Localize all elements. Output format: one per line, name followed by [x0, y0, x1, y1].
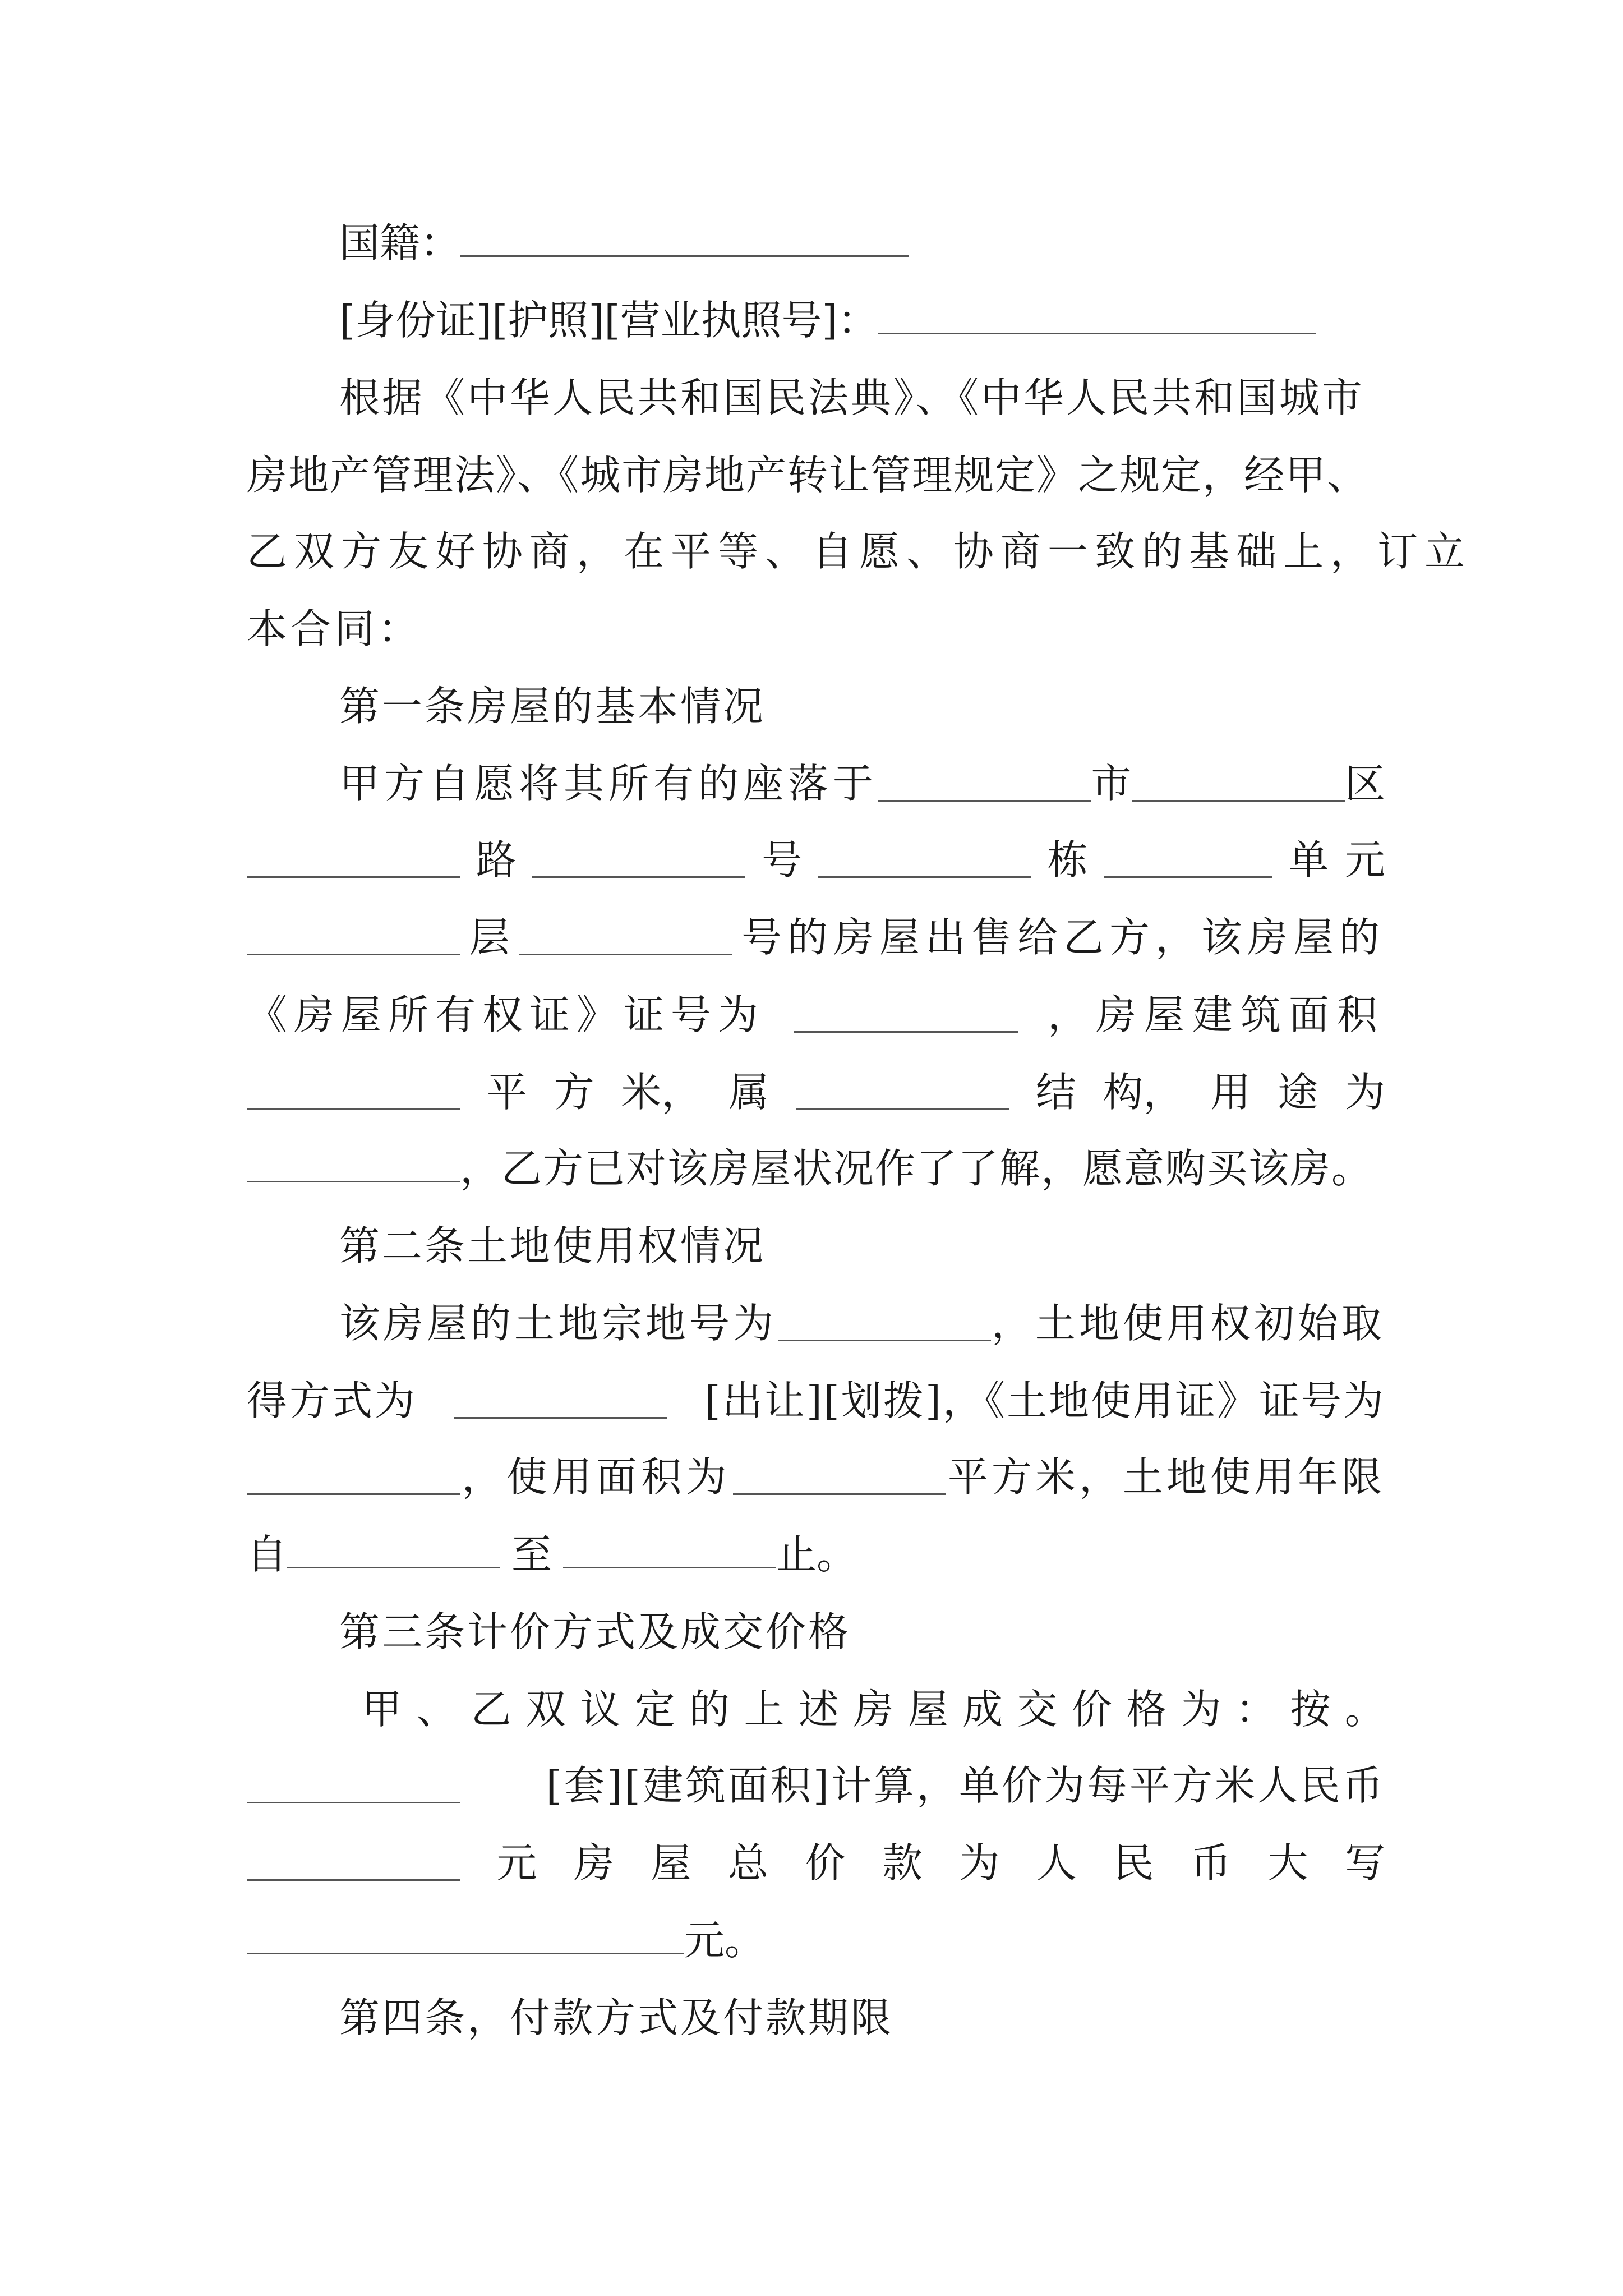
- article1-line-4: [247, 978, 1385, 1051]
- article2-line-4: [247, 1518, 1385, 1591]
- article3-char: 双: [525, 1686, 566, 1733]
- article1-text: 结: [1035, 1069, 1076, 1116]
- floor-blank[interactable]: [247, 920, 460, 955]
- article3-char: 甲: [362, 1686, 403, 1733]
- building-label: 栋: [1047, 836, 1088, 884]
- term-start-blank[interactable]: [287, 1533, 500, 1568]
- article3-char: 屋: [651, 1839, 691, 1887]
- preamble-text: 本合同：: [247, 605, 422, 652]
- article3-char: 房: [573, 1839, 614, 1887]
- article-title: 第一条房屋的基本情况: [339, 683, 766, 730]
- acquisition-method-blank[interactable]: [454, 1383, 667, 1419]
- article1-text: 号的房屋出售给乙方，该房屋的: [741, 914, 1385, 961]
- preamble-text: 房地产管理法》、《城市房地产转让管理规定》之规定，经甲、: [247, 452, 1369, 499]
- preamble-text: 乙双方友好协商，在平等、自愿、协商一致的基础上，订立: [247, 528, 1472, 575]
- article3-char: 为: [959, 1839, 1000, 1887]
- number-label: 号: [762, 836, 803, 884]
- article3-char: 人: [1036, 1839, 1077, 1887]
- article2-text: 该房屋的土地宗地号为: [339, 1300, 777, 1347]
- article1-text: 用: [1210, 1069, 1251, 1116]
- article1-text: 《房屋所有权证》证号为: [247, 991, 766, 1038]
- article3-char: 格: [1126, 1686, 1167, 1733]
- article3-char: 上: [744, 1686, 785, 1733]
- article2-line-1: [247, 1287, 1385, 1360]
- land-area-blank[interactable]: [733, 1460, 946, 1495]
- city-label: 市: [1091, 760, 1132, 807]
- article3-char: 交: [1017, 1686, 1058, 1733]
- article3-char: 大: [1267, 1839, 1308, 1887]
- article3-char: 款: [882, 1839, 923, 1887]
- certificate-number-blank[interactable]: [794, 997, 1018, 1033]
- article1-line-3: [247, 901, 1385, 974]
- land-certificate-blank[interactable]: [247, 1460, 460, 1495]
- article2-text: 止。: [776, 1531, 857, 1578]
- article2-text: 平方米，土地使用年限: [947, 1453, 1385, 1501]
- article1-text: 甲方自愿将其所有的座落于: [339, 760, 878, 807]
- city-blank[interactable]: [878, 766, 1091, 802]
- article3-char: 按: [1290, 1686, 1331, 1733]
- preamble-line-1: [247, 361, 1385, 434]
- article1-text: 构，: [1103, 1069, 1184, 1116]
- article2-text: 自: [247, 1531, 288, 1578]
- pricing-basis-blank[interactable]: [247, 1768, 460, 1803]
- article3-title: [247, 1595, 1385, 1668]
- article1-text: 米，: [621, 1069, 702, 1116]
- article2-text: ，土地使用权初始取: [991, 1300, 1385, 1347]
- article2-text: ，使用面积为: [462, 1453, 731, 1501]
- article3-char: 述: [799, 1686, 840, 1733]
- article3-char: 写: [1344, 1839, 1385, 1887]
- article3-char: 。: [1344, 1686, 1385, 1733]
- id-line: [247, 284, 1385, 357]
- article3-char: 房: [853, 1686, 894, 1733]
- district-blank[interactable]: [1132, 766, 1345, 802]
- article3-char: ：: [1235, 1686, 1276, 1733]
- article3-char: 价: [805, 1839, 846, 1887]
- article1-text: 属: [728, 1069, 769, 1116]
- number-blank[interactable]: [532, 843, 745, 878]
- article3-line-3: [247, 1826, 1385, 1899]
- room-blank[interactable]: [519, 920, 732, 955]
- nationality-blank[interactable]: [460, 222, 909, 257]
- article1-text: 途: [1278, 1069, 1318, 1116]
- article3-char: 币: [1190, 1839, 1231, 1887]
- article1-line-6: [247, 1132, 1385, 1205]
- district-label: 区: [1344, 760, 1385, 807]
- unit-price-blank[interactable]: [247, 1846, 460, 1881]
- usage-blank[interactable]: [247, 1147, 460, 1182]
- unit-label: 元: [1344, 836, 1385, 884]
- article1-line-1: [247, 747, 1385, 820]
- article1-line-2: [247, 823, 1385, 896]
- article2-text: 至: [511, 1531, 552, 1578]
- article2-line-2: [247, 1364, 1385, 1437]
- article1-text: ，乙方已对该房屋状况作了了解，愿意购买该房。: [460, 1145, 1373, 1192]
- road-label: 路: [476, 836, 517, 884]
- article2-text: 得方式为: [247, 1377, 418, 1424]
- article3-char: 价: [1071, 1686, 1112, 1733]
- article3-line-1: [247, 1673, 1385, 1746]
- total-price-blank[interactable]: [247, 1919, 684, 1954]
- article3-char: 议: [580, 1686, 621, 1733]
- article2-text: [出让][划拨]，《土地使用证》证号为: [704, 1377, 1385, 1424]
- article3-char: 为: [1181, 1686, 1221, 1733]
- building-blank[interactable]: [818, 843, 1031, 878]
- article3-char: 元: [496, 1839, 537, 1887]
- nationality-line: [247, 206, 1385, 279]
- article3-line-2: [247, 1749, 1385, 1822]
- unit-label: 单: [1288, 836, 1329, 884]
- article3-char: 定: [634, 1686, 675, 1733]
- article1-text: 为: [1344, 1069, 1385, 1116]
- article3-char: 的: [689, 1686, 730, 1733]
- preamble-line-2: [247, 439, 1385, 512]
- article3-char: 民: [1113, 1839, 1154, 1887]
- article3-char: 屋: [907, 1686, 948, 1733]
- article2-title: [247, 1209, 1385, 1282]
- article1-text: 方: [554, 1069, 594, 1116]
- article2-line-3: [247, 1441, 1385, 1513]
- article3-char: 乙: [471, 1686, 511, 1733]
- road-blank[interactable]: [247, 843, 460, 878]
- article1-text: 平: [486, 1069, 527, 1116]
- article3-text: 元。: [684, 1917, 766, 1964]
- article-title: 第三条计价方式及成交价格: [339, 1608, 851, 1655]
- article1-line-5: [247, 1056, 1385, 1129]
- floor-area-blank[interactable]: [247, 1075, 460, 1110]
- preamble-text: 根据《中华人民共和国民法典》、《中华人民共和国城市: [339, 374, 1365, 421]
- article3-char: 、: [416, 1686, 457, 1733]
- article1-text: ，房屋建筑面积: [1047, 991, 1385, 1038]
- preamble-line-4: [247, 592, 1385, 665]
- article3-char: 成: [962, 1686, 1003, 1733]
- article3-text: [套][建筑面积]计算，单价为每平方米人民币: [546, 1762, 1385, 1809]
- floor-label: 层: [469, 914, 510, 961]
- article-title: 第二条土地使用权情况: [339, 1222, 766, 1269]
- unit-blank[interactable]: [1104, 843, 1272, 878]
- article3-char: 总: [727, 1839, 768, 1887]
- article3-line-4: [247, 1904, 1385, 1977]
- id-label: [身份证][护照][营业执照号]：: [339, 297, 878, 344]
- structure-blank[interactable]: [796, 1075, 1009, 1110]
- article4-title: [247, 1981, 1385, 2054]
- term-end-blank[interactable]: [563, 1533, 776, 1568]
- preamble-line-3: [247, 515, 1472, 588]
- id-blank[interactable]: [878, 299, 1316, 334]
- article1-title: [247, 670, 1385, 743]
- nationality-label: 国籍：: [339, 219, 461, 266]
- article-title: 第四条，付款方式及付款期限: [339, 1994, 894, 2041]
- parcel-number-blank[interactable]: [778, 1306, 991, 1341]
